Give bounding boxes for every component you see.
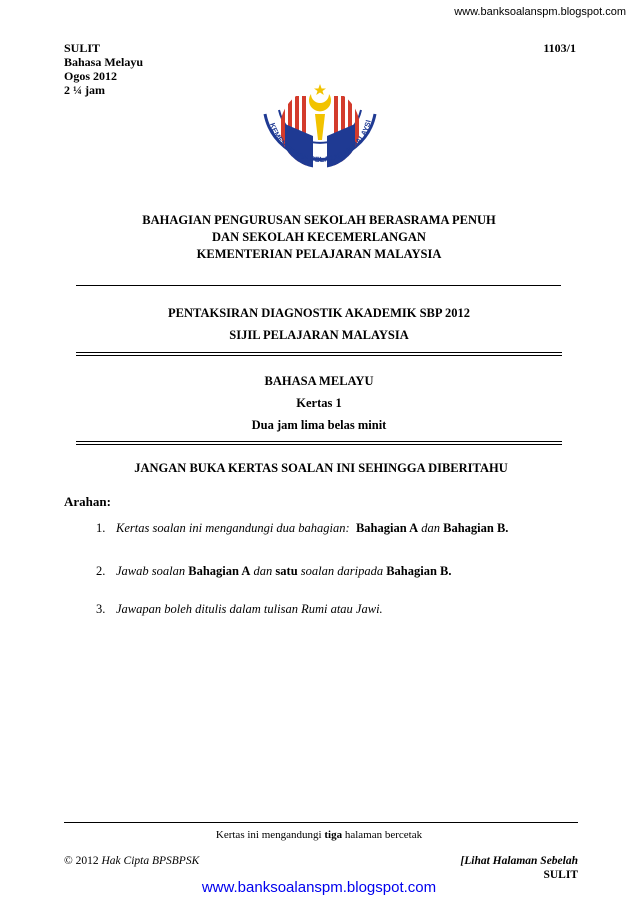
see-next-page: [Lihat Halaman Sebelah [460,855,578,867]
instruction-bold: Bahagian A [188,564,251,578]
instruction-bold: satu [275,564,298,578]
subject-duration: Dua jam lima belas minit [251,418,387,432]
organisation-block [0,212,638,263]
instruction-bold: Bahagian B. [443,521,509,535]
bottom-url-link[interactable]: www.banksoalanspm.blogspot.com [201,879,437,896]
divider-1 [76,285,561,286]
warning-text: JANGAN BUKA KERTAS SOALAN INI SEHINGGA DIBERITAHU [134,461,508,475]
header-date: Ogos 2012 [64,69,118,83]
instruction-number: 1. [96,521,106,535]
header-sulit: SULIT [64,41,101,55]
divider-2 [76,352,562,356]
instruction-text: Jawapan boleh ditulis dalam tulisan Rumi atau Jawi. [116,602,383,616]
instruction-bold: Bahagian A [355,521,419,535]
copyright-owner: Hak Cipta BPSBPSK [101,855,200,867]
header-duration: 2 ¼ jam [64,83,105,97]
page-count-text: halaman bercetak [344,829,423,841]
instruction-2 [96,564,452,579]
org-line-3: KEMENTERIAN PELAJARAN MALAYSIA [196,247,442,261]
org-line-1: BAHAGIAN PENGURUSAN SEKOLAH BERASRAMA PENUH [142,213,496,227]
instruction-text: Kertas soalan ini mengandungi dua bahagian: [116,521,350,535]
top-url: www.banksoalanspm.blogspot.com [454,6,626,18]
exam-title: PENTAKSIRAN DIAGNOSTIK AKADEMIK SBP 2012 [168,306,470,320]
instruction-text: Jawab soalan [116,564,186,578]
kementerian-logo [255,80,385,203]
page-count-bold: tiga [324,829,343,841]
subject-name: BAHASA MELAYU [264,374,374,388]
copyright [64,855,199,867]
org-line-2: DAN SEKOLAH KECEMERLANGAN [212,230,426,244]
header-left [64,41,143,97]
page-count-note [0,829,638,841]
footer-divider [64,822,578,823]
instruction-number: 2. [96,564,106,578]
kpm-emblem-icon [255,80,385,198]
page-count-text: Kertas ini mengandungi [215,829,322,841]
paper-code: 1103/1 [543,41,576,55]
instruction-1 [96,521,508,536]
header-subject: Bahasa Melayu [64,55,144,69]
exam-block [0,302,638,346]
exam-certificate: SIJIL PELAJARAN MALAYSIA [229,328,409,342]
instruction-text: dan [421,521,440,535]
divider-3 [76,441,562,445]
instruction-3 [96,602,383,617]
instruction-text: soalan daripada [300,564,384,578]
subject-block [0,370,638,436]
instruction-bold: Bahagian B. [386,564,452,578]
instruction-text: dan [253,564,273,578]
instructions-heading: Arahan: [64,494,111,509]
instruction-number: 3. [96,602,106,616]
subject-paper: Kertas 1 [296,396,342,410]
logo-ring-text: KEMENTERIAN PELAJARAN MALAYSI [267,118,373,164]
footer-sulit: SULIT [543,869,578,881]
copyright-year: © 2012 [64,855,99,867]
